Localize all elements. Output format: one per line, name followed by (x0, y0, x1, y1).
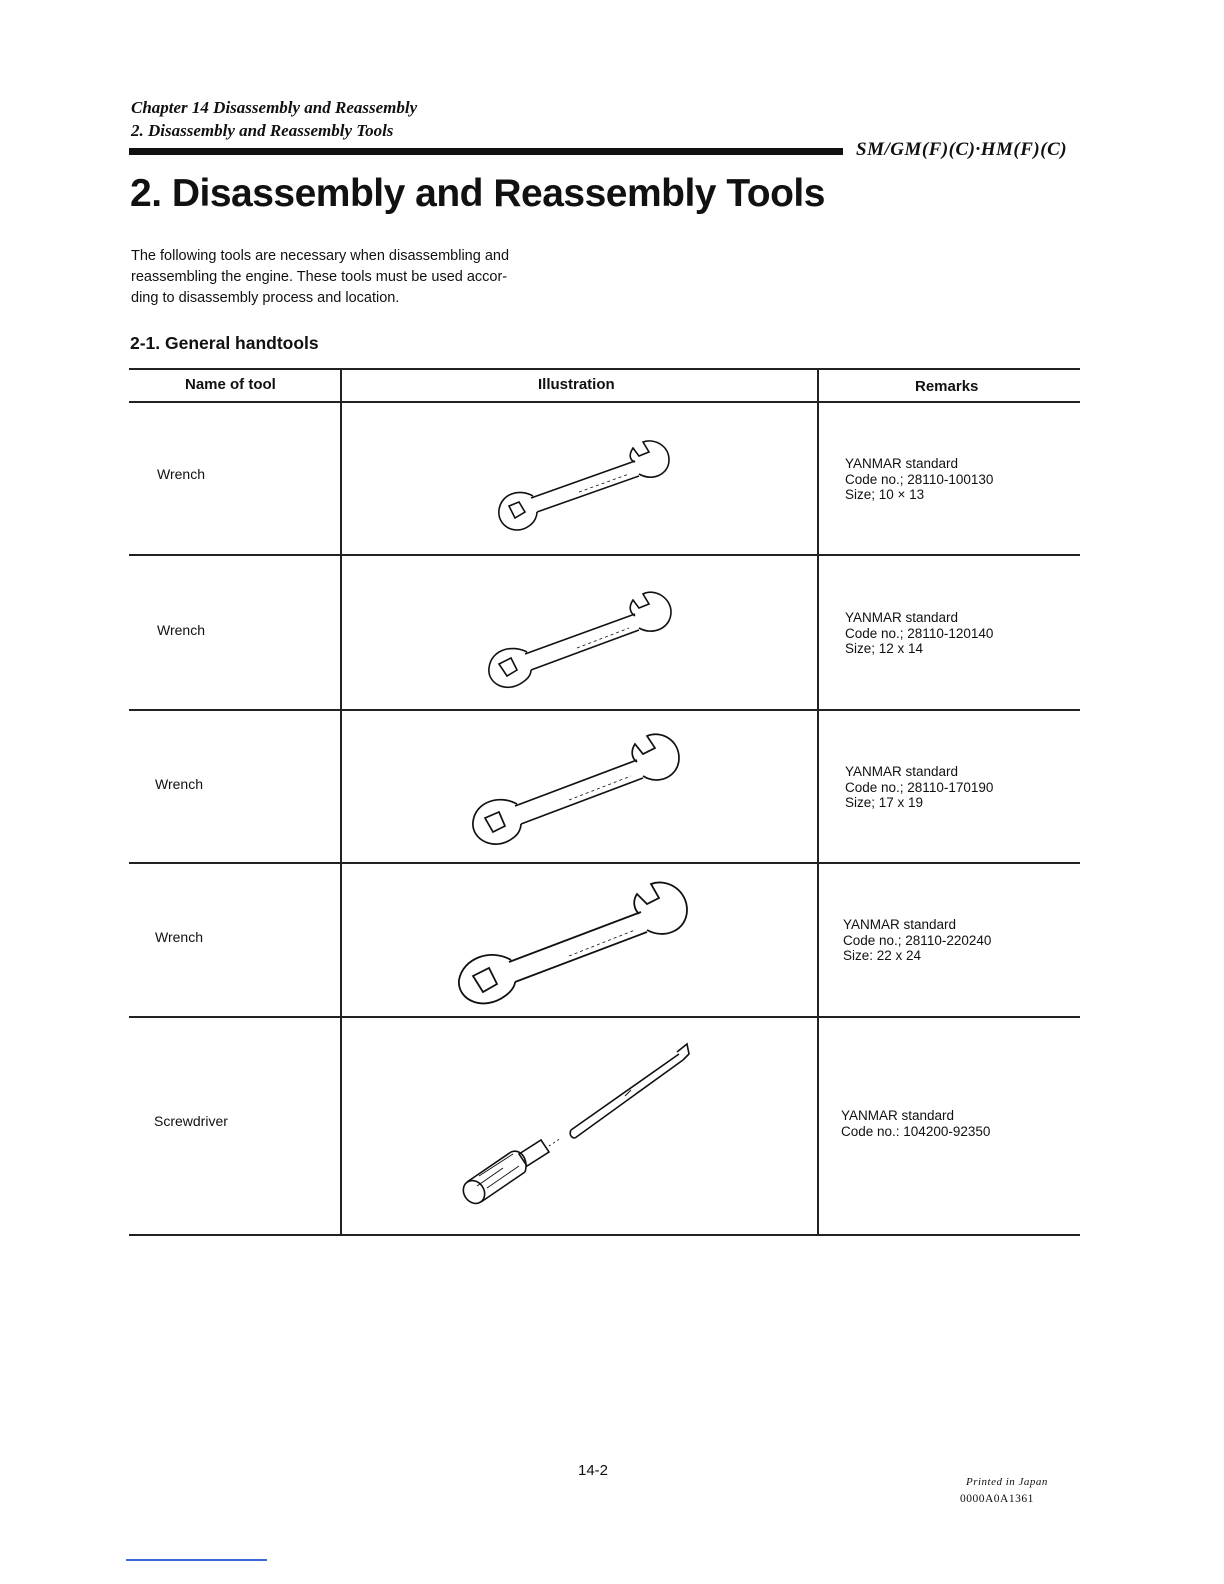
remark-line: Size; 10 × 13 (845, 487, 925, 502)
column-header-remarks: Remarks (915, 378, 979, 395)
row-divider (129, 554, 1080, 556)
wrench-icon (489, 426, 679, 538)
row-divider (129, 1016, 1080, 1018)
row-divider (129, 862, 1080, 864)
tool-name: Wrench (155, 929, 203, 945)
column-divider (817, 368, 819, 1236)
wrench-icon (465, 720, 691, 852)
column-divider (340, 368, 342, 1236)
model-header: SM/GM(F)(C)·HM(F)(C) (856, 139, 1068, 160)
subsection-title: 2-1. General handtools (130, 333, 319, 353)
intro-paragraph (131, 246, 601, 309)
remark-line: Size: 22 x 24 (843, 948, 922, 963)
remark-line: YANMAR standard (845, 764, 959, 779)
screwdriver-icon (449, 1036, 709, 1212)
remark-line: Size; 12 x 14 (845, 641, 924, 656)
header-bottom-rule (129, 401, 1080, 403)
header-rule (129, 148, 843, 155)
wrench-icon (481, 578, 681, 694)
intro-line: reassembling the engine. These tools must be used accor- (131, 269, 508, 285)
remarks-cell (843, 917, 991, 964)
tool-name: Wrench (157, 466, 205, 482)
document-code: 0000A0A1361 (960, 1493, 1034, 1505)
page-title: 2. Disassembly and Reassembly Tools (130, 172, 825, 215)
remarks-cell (845, 764, 993, 811)
remark-line: YANMAR standard (845, 456, 959, 471)
row-divider (129, 709, 1080, 711)
intro-line: The following tools are necessary when disassembling and (131, 248, 510, 264)
remark-line: Size; 17 x 19 (845, 795, 924, 810)
remark-line: YANMAR standard (841, 1108, 955, 1123)
table-top-rule (129, 368, 1080, 370)
table-bottom-rule (129, 1234, 1080, 1236)
tools-table (129, 368, 1080, 1236)
remark-line: Code no.: 104200-92350 (841, 1123, 991, 1139)
footer-link-rule (126, 1559, 267, 1561)
remark-line: YANMAR standard (843, 917, 957, 932)
wrench-icon (451, 868, 701, 1012)
remarks-cell (845, 456, 993, 503)
tool-name: Wrench (157, 622, 205, 638)
remarks-cell (841, 1108, 990, 1139)
remark-line: Code no.; 28110-120140 (845, 625, 994, 641)
remark-line: Code no.; 28110-100130 (845, 471, 994, 487)
tool-name: Screwdriver (154, 1113, 228, 1129)
intro-line: ding to disassembly process and location. (131, 290, 400, 306)
section-header: 2. Disassembly and Reassembly Tools (131, 121, 394, 140)
remark-line: Code no.; 28110-220240 (843, 932, 992, 948)
page-number: 14-2 (578, 1462, 609, 1479)
chapter-header: Chapter 14 Disassembly and Reassembly (131, 98, 418, 117)
remarks-cell (845, 610, 993, 657)
remark-line: YANMAR standard (845, 610, 959, 625)
column-header-name: Name of tool (185, 376, 276, 393)
tool-name: Wrench (155, 776, 203, 792)
remark-line: Code no.; 28110-170190 (845, 779, 994, 795)
printed-note: Printed in Japan (966, 1476, 1048, 1488)
column-header-illustration: Illustration (538, 376, 615, 393)
